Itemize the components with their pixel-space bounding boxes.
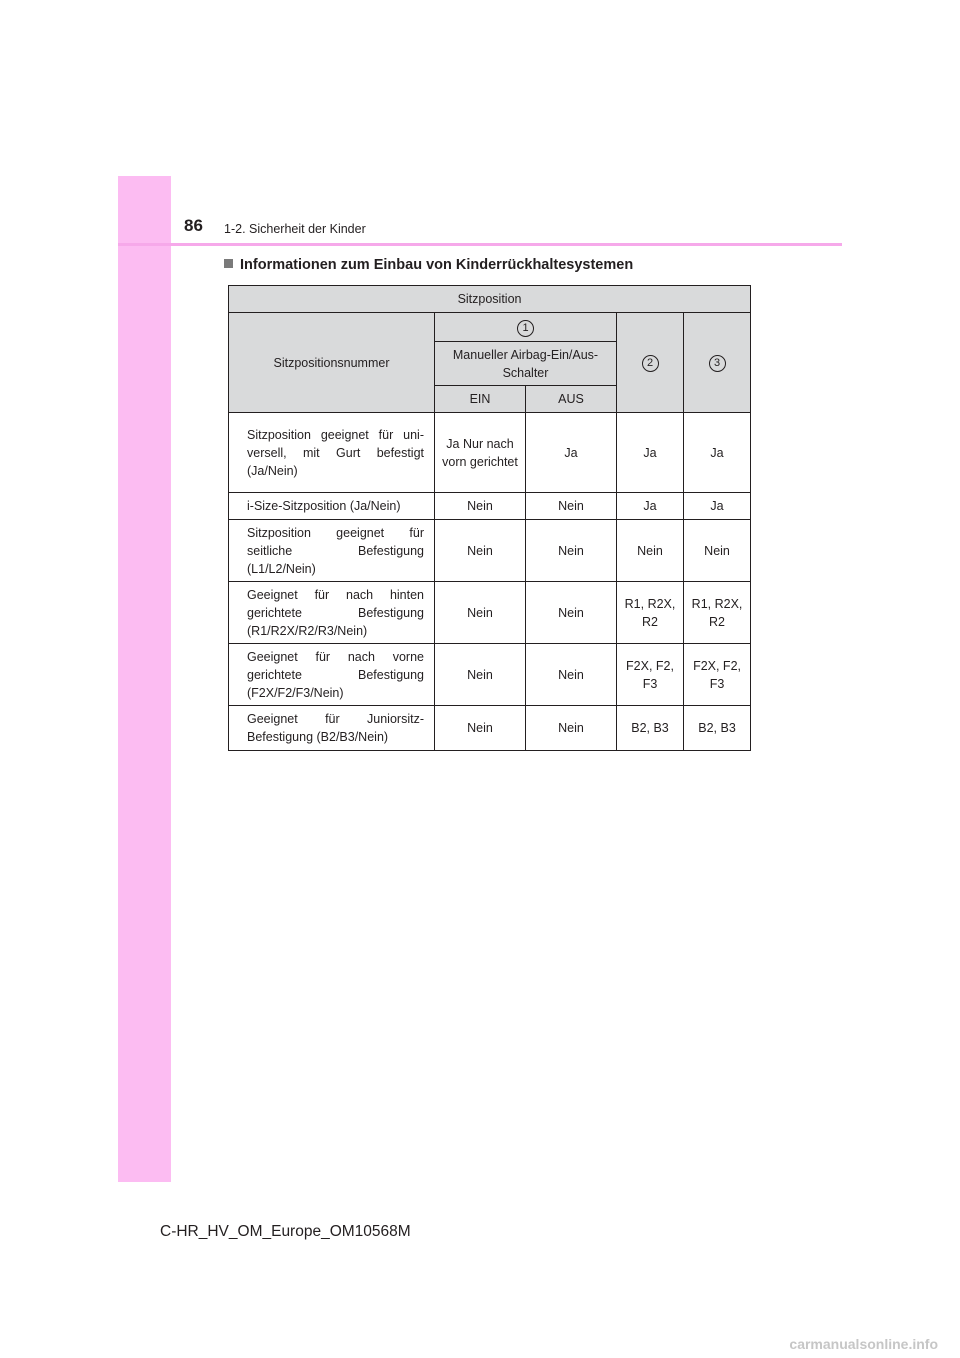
installation-info-table	[228, 285, 751, 751]
heading-square-icon	[224, 259, 233, 268]
cell-position-2: Nein	[617, 520, 684, 582]
cell-aus: Nein	[526, 582, 617, 644]
section-heading	[224, 256, 633, 274]
cell-aus: Nein	[526, 706, 617, 751]
circled-number-2-icon: 2	[642, 355, 659, 372]
cell-aus: Nein	[526, 520, 617, 582]
cell-position-3: Ja	[684, 493, 751, 520]
table-header-row	[229, 313, 751, 342]
cell-ein: Nein	[435, 706, 526, 751]
cell-position-3: F2X, F2, F3	[684, 644, 751, 706]
cell-ein: Nein	[435, 493, 526, 520]
table-row	[229, 706, 751, 751]
cell-ein: Nein	[435, 520, 526, 582]
cell-ein: Nein	[435, 582, 526, 644]
header-aus: AUS	[526, 386, 617, 413]
cell-position-2: Ja	[617, 413, 684, 493]
table-row	[229, 493, 751, 520]
cell-position-3: Ja	[684, 413, 751, 493]
table-row	[229, 644, 751, 706]
page-number: 86	[184, 216, 203, 235]
cell-aus: Nein	[526, 493, 617, 520]
table-row	[229, 582, 751, 644]
table-row	[229, 520, 751, 582]
cell-aus: Ja	[526, 413, 617, 493]
section-heading-text: Informationen zum Einbau von Kinderrückhaltesystemen	[240, 257, 634, 273]
row-label: Geeignet für nach vorne gerichtete Befestigung (F2X/F2/F3/Nein)	[229, 644, 435, 706]
cell-position-3: B2, B3	[684, 706, 751, 751]
header-position-1	[435, 313, 617, 342]
circled-number-3-icon: 3	[709, 355, 726, 372]
cell-position-3: Nein	[684, 520, 751, 582]
header-position-2	[617, 313, 684, 413]
header-position-3	[684, 313, 751, 413]
header-sitzpositionsnummer: Sitzpositionsnummer	[229, 313, 435, 413]
cell-position-2: F2X, F2, F3	[617, 644, 684, 706]
row-label: Sitzposition geeignet für seitliche Befestigung (L1/L2/Nein)	[229, 520, 435, 582]
cell-ein: Ja Nur nach vorn gerichtet	[435, 413, 526, 493]
side-band	[118, 176, 171, 1182]
cell-aus: Nein	[526, 644, 617, 706]
table-row	[229, 413, 751, 493]
footer-doc-code: C-HR_HV_OM_Europe_OM10568M	[160, 1223, 411, 1240]
watermark: carmanualsonline.info	[789, 1336, 938, 1352]
header-sitzposition: Sitzposition	[229, 286, 751, 313]
cell-position-2: B2, B3	[617, 706, 684, 751]
circled-number-1-icon: 1	[517, 320, 534, 337]
chapter-title: 1-2. Sicherheit der Kinder	[224, 222, 366, 236]
row-label: Sitzposition geeignet für uni-versell, mit Gurt befestigt (Ja/Nein)	[229, 413, 435, 493]
header-ein: EIN	[435, 386, 526, 413]
cell-ein: Nein	[435, 644, 526, 706]
row-label: Geeignet für nach hinten gerichtete Befestigung (R1/R2X/R2/R3/Nein)	[229, 582, 435, 644]
table-header-row	[229, 286, 751, 313]
cell-position-2: Ja	[617, 493, 684, 520]
row-label: i-Size-Sitzposition (Ja/Nein)	[229, 493, 435, 520]
header-airbag-switch: Manueller Airbag-Ein/Aus-Schalter	[435, 342, 617, 386]
header-rule	[118, 243, 842, 246]
cell-position-2: R1, R2X, R2	[617, 582, 684, 644]
row-label: Geeignet für Juniorsitz-Befestigung (B2/B3/Nein)	[229, 706, 435, 751]
cell-position-3: R1, R2X, R2	[684, 582, 751, 644]
